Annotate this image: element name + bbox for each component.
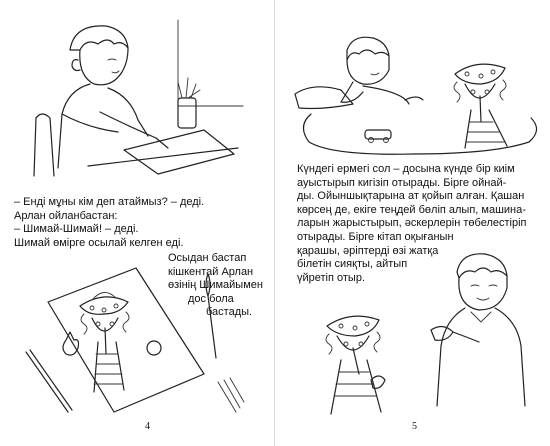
text-line: – Шимай-Шимай! – деді. bbox=[14, 223, 139, 236]
text-line: білетін сияқты, айтып bbox=[297, 258, 408, 271]
illustration-reading-together bbox=[319, 246, 543, 422]
text-line: – Енді мұны кім деп атаймыз? – деді. bbox=[14, 196, 205, 208]
text-line: отырады. Бірге кітап оқығанын bbox=[297, 230, 454, 243]
illustration-boy-and-shimai bbox=[293, 30, 543, 160]
text-line: ауыстырып кигізіп отырады. Бірге ойнай- bbox=[297, 176, 507, 189]
right-page bbox=[275, 0, 550, 446]
illustration-boy-drawing bbox=[28, 18, 248, 178]
text-line: қарашы, әріптерді өзі жатқа bbox=[297, 244, 439, 257]
text-line: көрсең де, екіге теңдей бөліп алып, машина- bbox=[297, 203, 526, 216]
text-line: Шимай өмірге осылай келген еді. bbox=[14, 236, 184, 249]
page-number: 4 bbox=[145, 421, 150, 432]
text-line: бастады. bbox=[206, 306, 253, 319]
text-line: ды. Ойыншықтарына ат қойып алған. Қашан bbox=[297, 190, 525, 203]
illustration-shimai-drawing bbox=[8, 262, 248, 416]
text-line: Осыдан бастап bbox=[168, 252, 247, 264]
text-line: ларын жарыстырып, әскерлерін төбелестіріп bbox=[297, 217, 527, 230]
text-line: Арлан ойланбастан: bbox=[14, 209, 118, 222]
text-line: кішкентай Арлан bbox=[168, 265, 254, 278]
text-line: дос бола bbox=[188, 292, 234, 305]
text-line: өзінің Шимайымен bbox=[168, 279, 263, 292]
text-line: Күндегі ермегі сол – досына күнде бір киім bbox=[297, 163, 515, 175]
text-line: үйретіп отыр. bbox=[297, 271, 366, 284]
page-number: 5 bbox=[412, 421, 417, 432]
dialogue-text bbox=[14, 196, 204, 250]
